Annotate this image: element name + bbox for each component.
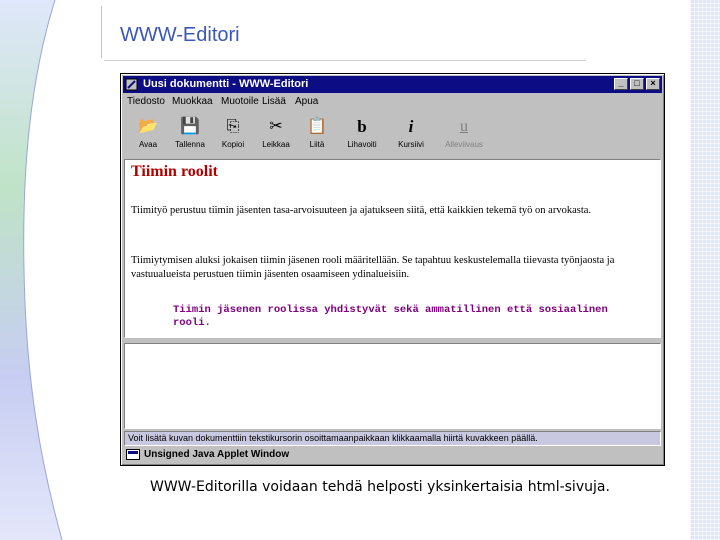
menu-lisaa[interactable]: Lisää <box>262 96 286 107</box>
floppy-disk-icon: 💾 <box>180 118 200 135</box>
folder-open-icon: 📂 <box>138 118 158 135</box>
document-paragraph-1: Tiimityö perustuu tiimin jäsenten tasa-arvoisuuteen ja ajatukseen siitä, että kaikkien tekemä työ on arvokasta. <box>131 205 592 216</box>
editor-window <box>120 73 665 466</box>
close-button[interactable]: × <box>646 78 660 90</box>
underline-icon: u <box>460 118 468 135</box>
menu-muokkaa[interactable]: Muokkaa <box>172 96 213 107</box>
bold-button[interactable] <box>342 112 382 156</box>
document-editor[interactable] <box>124 159 661 338</box>
italic-icon: i <box>408 117 414 136</box>
bold-label: Lihavoiti <box>347 140 377 149</box>
menu-tiedosto[interactable]: Tiedosto <box>127 96 165 107</box>
italic-button[interactable] <box>391 112 431 156</box>
applet-warning-text: Unsigned Java Applet Window <box>144 449 290 460</box>
document-paragraph-2: Tiimiytymisen aluksi jokaisen tiimin jäsenen rooli määritellään. Se tapahtuu keskustelemalla tiievasta työnjaosta ja vastuualueista perustuen tiimin jäsenten osaamiseen ydinalueisiin. <box>131 255 615 280</box>
document-quote: Tiimin jäsenen roolissa yhdistyvät sekä ammatillinen että sosiaalinen rooli. <box>173 304 608 329</box>
slide-title: WWW-Editori <box>120 24 240 46</box>
source-pane[interactable] <box>124 343 661 429</box>
bold-icon: b <box>357 117 367 136</box>
menu-apua[interactable]: Apua <box>295 96 319 107</box>
toolbar <box>124 112 661 156</box>
paste-icon: 📋 <box>307 118 327 135</box>
cut-label: Leikkaa <box>262 140 290 149</box>
paste-label: Liitä <box>309 140 325 149</box>
save-button[interactable] <box>170 112 210 156</box>
divider-vertical <box>101 6 102 58</box>
underline-label: Alleviivaus <box>445 140 483 149</box>
divider-horizontal <box>104 60 586 61</box>
underline-button[interactable] <box>444 112 484 156</box>
document-heading: Tiimin roolit <box>131 163 218 180</box>
status-bar: Voit lisätä kuvan dokumenttiin tekstikursorin osoittamaanpaikkaan klikkaamalla hiirtä kuvakkeen päällä. <box>124 431 661 446</box>
app-icon <box>125 78 138 91</box>
scissors-icon: ✂ <box>269 118 283 135</box>
slide-caption: WWW-Editorilla voidaan tehdä helposti yksinkertaisia html-sivuja. <box>150 479 610 495</box>
java-applet-icon <box>126 449 140 460</box>
window-titlebar[interactable] <box>123 76 662 93</box>
cut-button[interactable] <box>256 112 296 156</box>
paste-button[interactable] <box>297 112 337 156</box>
decorative-curve <box>0 0 100 540</box>
menu-muotoile[interactable]: Muotoile <box>221 96 259 107</box>
copy-icon: ⎘ <box>226 118 240 135</box>
maximize-button[interactable]: □ <box>630 78 644 90</box>
applet-warning-bar <box>124 447 661 462</box>
save-label: Tallenna <box>175 140 205 149</box>
copy-label: Kopioi <box>221 140 245 149</box>
decorative-strip <box>690 0 720 540</box>
open-label: Avaa <box>138 140 158 149</box>
minimize-button[interactable]: _ <box>614 78 628 90</box>
open-button[interactable] <box>128 112 168 156</box>
copy-button[interactable] <box>213 112 253 156</box>
italic-label: Kursiivi <box>398 140 424 149</box>
window-title: Uusi dokumentti - WWW-Editori <box>143 78 309 90</box>
